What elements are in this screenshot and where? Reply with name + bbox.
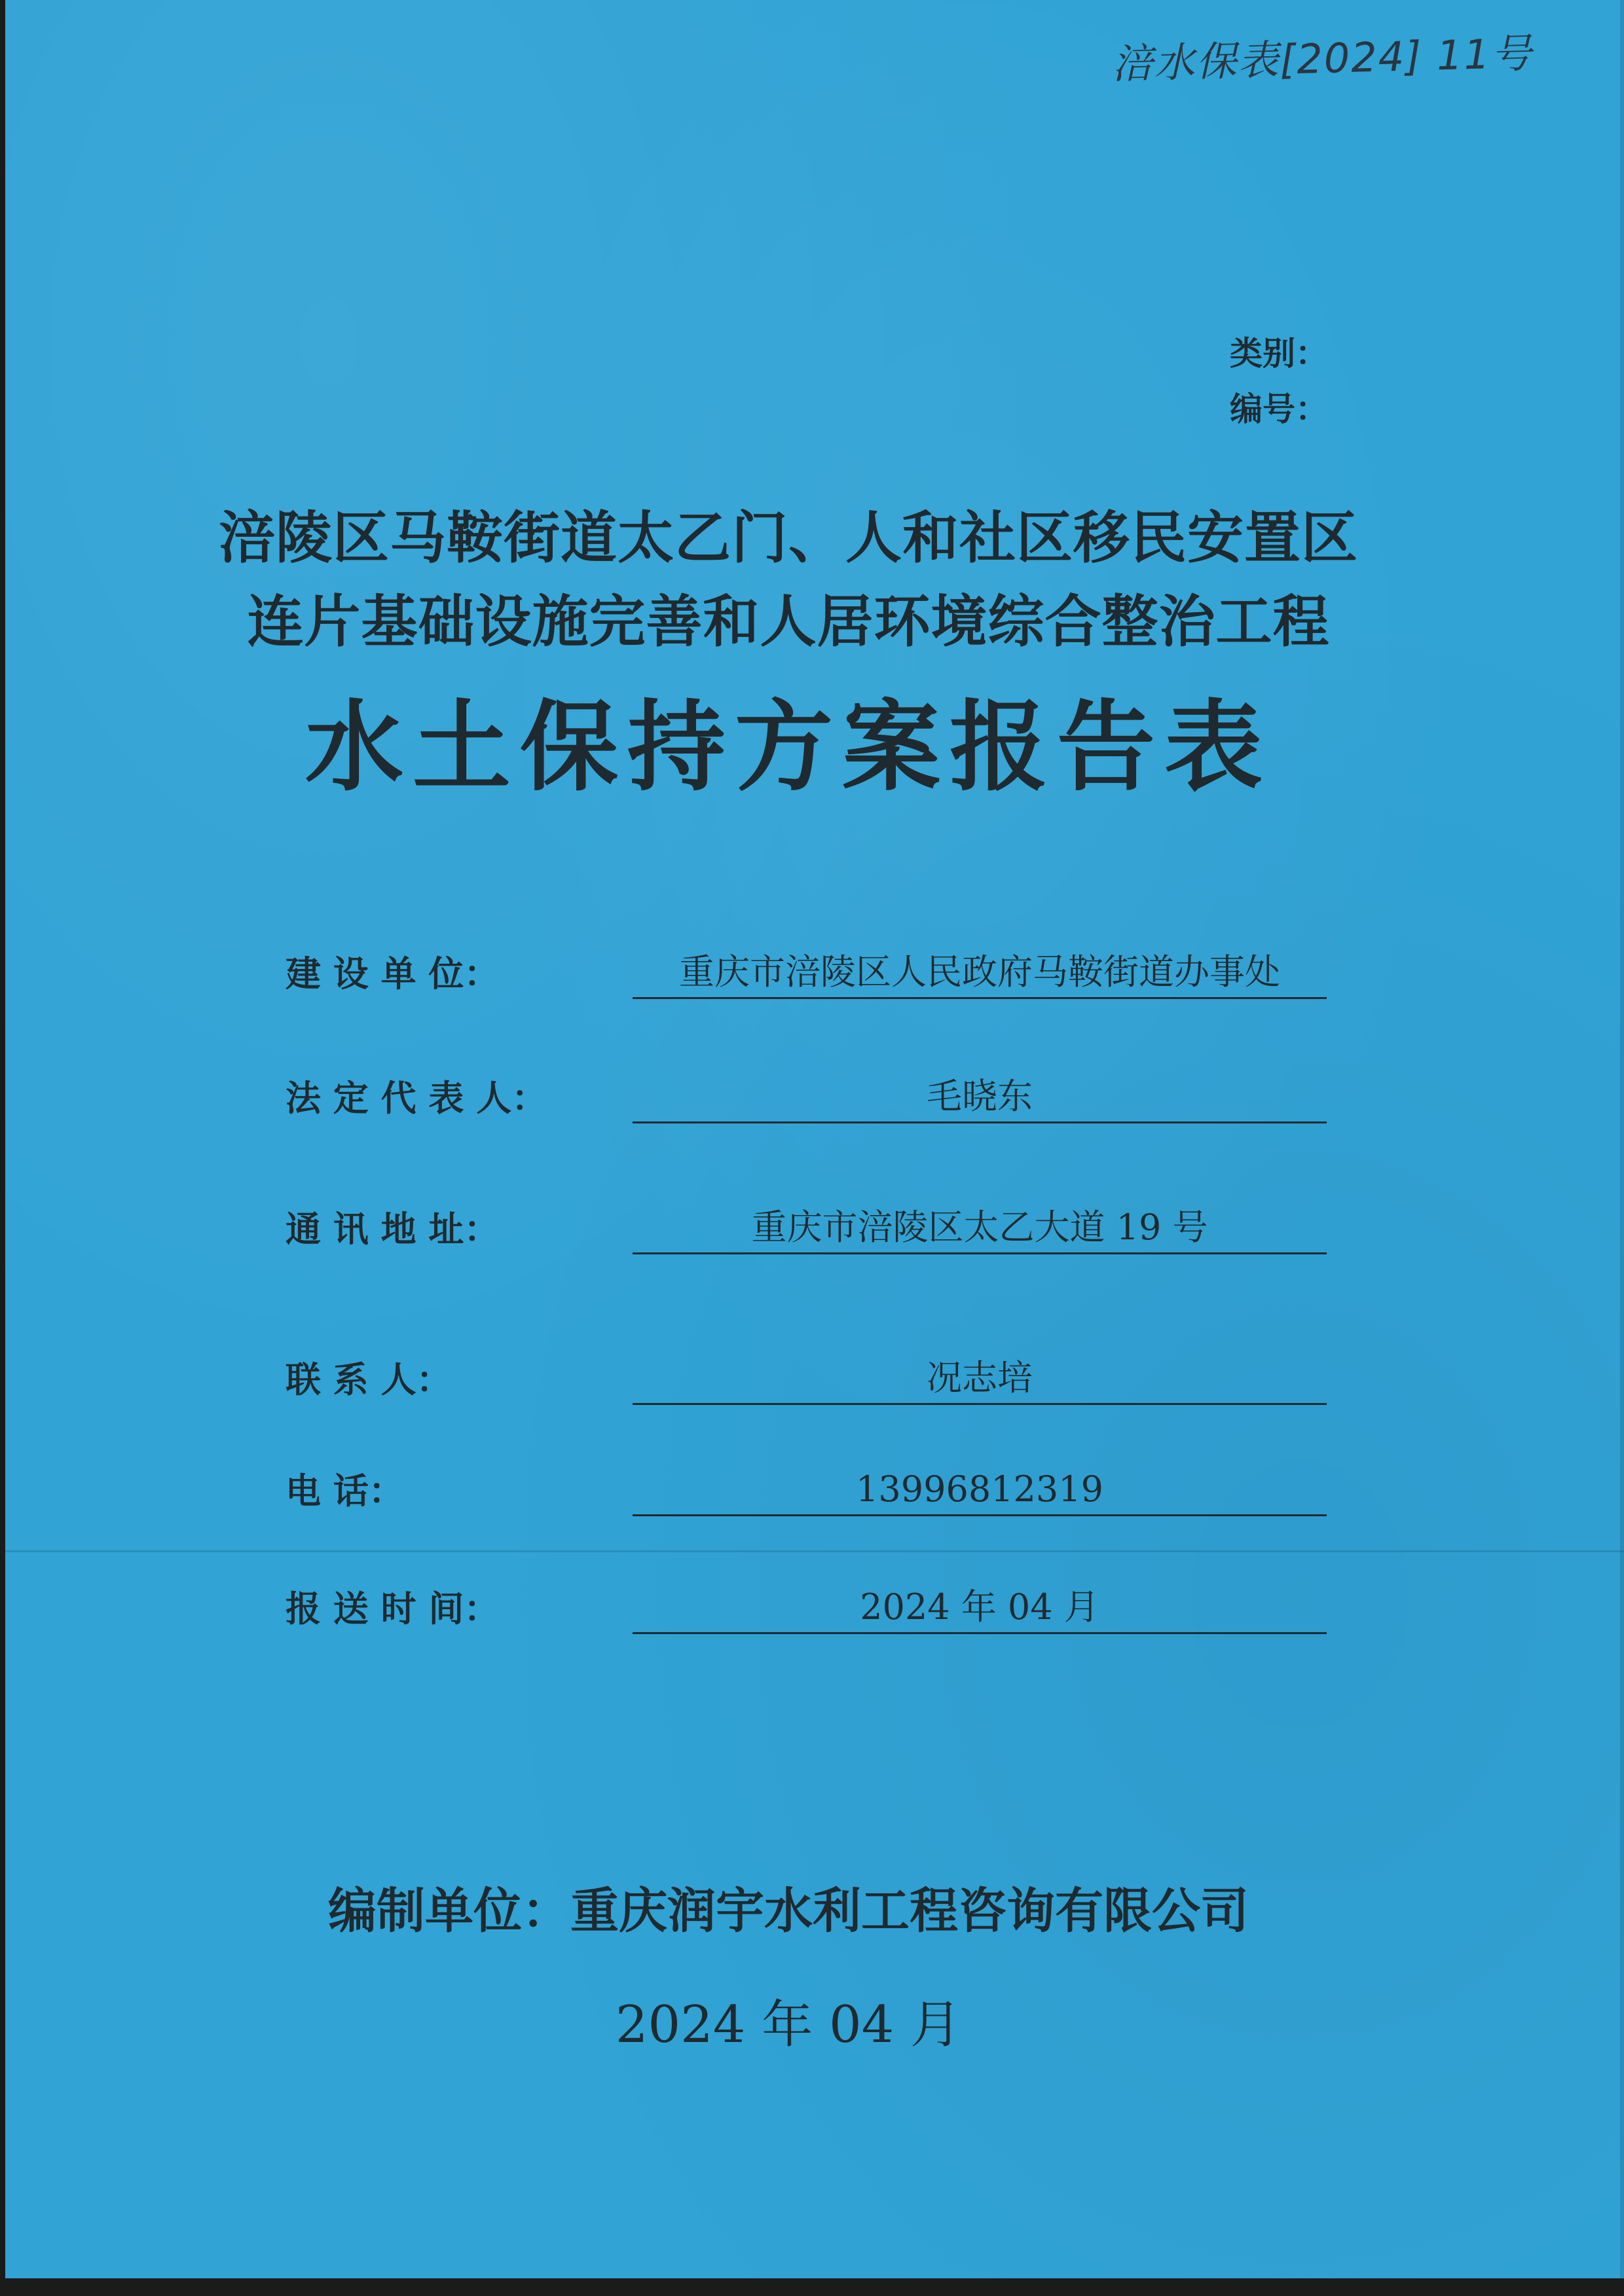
category-label: 类别： xyxy=(1230,335,1328,373)
field-label: 电 话： xyxy=(286,1470,404,1512)
cover-fold-line xyxy=(5,1550,1624,1552)
project-title-line-1: 涪陵区马鞍街道太乙门、人和社区移民安置区 xyxy=(219,505,1358,571)
field-label: 通 讯 地 址： xyxy=(286,1209,500,1250)
number-label: 编号： xyxy=(1230,390,1328,428)
field-value: 重庆市涪陵区太乙大道 19 号 xyxy=(633,1203,1327,1254)
compiling-unit: 编制单位：重庆润宇水利工程咨询有限公司 xyxy=(328,1883,1249,1939)
field-telephone xyxy=(286,1453,1346,1519)
field-construction-unit xyxy=(286,936,1346,1002)
field-value: 重庆市涪陵区人民政府马鞍街道办事处 xyxy=(633,947,1327,999)
project-title-line-2: 连片基础设施完善和人居环境综合整治工程 xyxy=(247,589,1330,655)
field-label: 联 系 人： xyxy=(286,1359,452,1400)
field-contact-person xyxy=(286,1342,1346,1408)
handwritten-file-number: 涪水保表[2024] 11号 xyxy=(1111,29,1534,88)
field-label: 法 定 代 表 人： xyxy=(286,1078,547,1119)
field-value: 2024 年 04 月 xyxy=(633,1582,1327,1634)
field-mailing-address xyxy=(286,1192,1346,1257)
compiling-date: 2024 年 04 月 xyxy=(615,1995,962,2054)
field-value: 况志培 xyxy=(633,1353,1327,1405)
field-value: 13996812319 xyxy=(633,1465,1327,1516)
report-cover xyxy=(5,0,1624,2278)
scan-edge xyxy=(1620,0,1624,2278)
report-main-title: 水土保持方案报告表 xyxy=(304,691,1272,805)
field-label: 报 送 时 间： xyxy=(286,1588,500,1630)
field-submission-time xyxy=(286,1571,1346,1637)
field-value: 毛晓东 xyxy=(633,1072,1327,1123)
field-legal-representative xyxy=(286,1061,1346,1126)
field-label: 建 设 单 位： xyxy=(286,953,500,994)
